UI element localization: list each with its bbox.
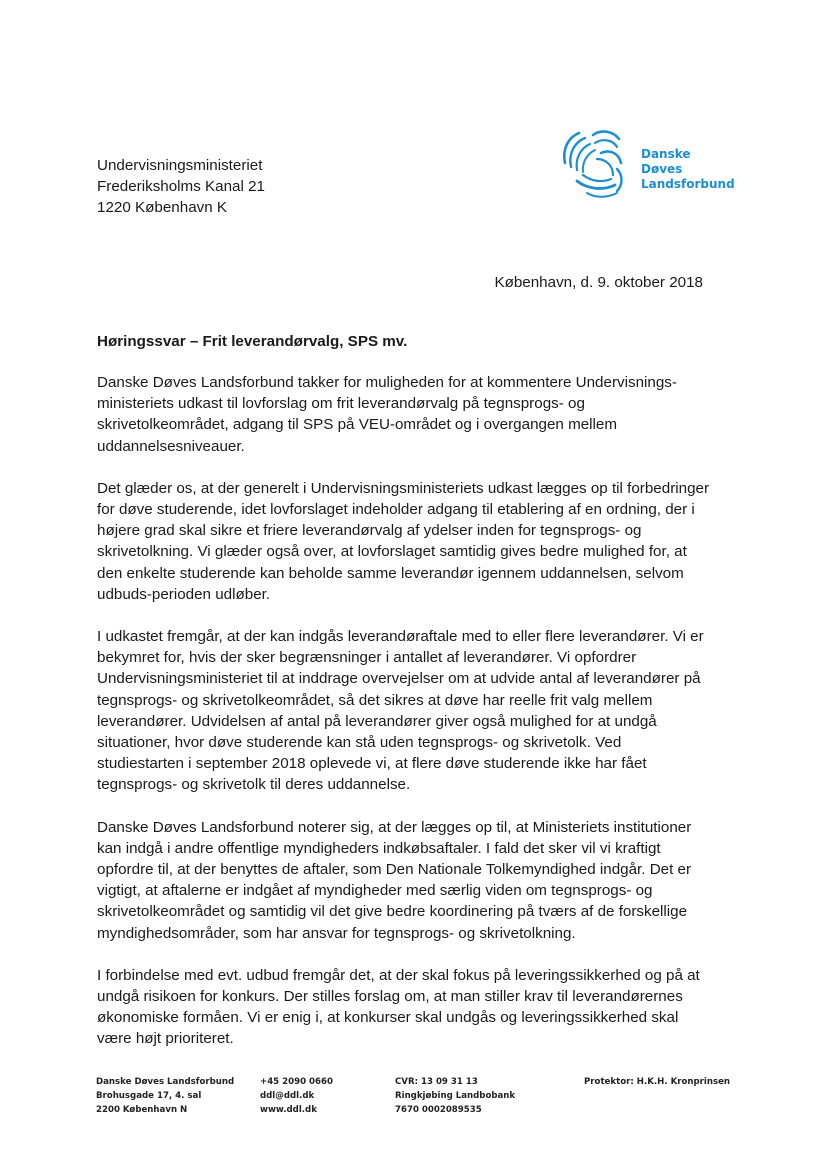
letter-date: København, d. 9. oktober 2018 [494,274,703,291]
footer-line: Protektor: H.K.H. Kronprinsen [584,1077,731,1087]
footer-website: www.ddl.dk [260,1105,317,1115]
body-paragraph: Det glæder os, at der generelt i Undervisningsministeriets udkast lægges op til forbedringer for døve studerende, idet lovforslaget indeholder adgang til etablering af en ordning, der i højere grad skal sikre et friere leverandørvalg af ydelser inden for tegnsprogs- og skrivetolkning. Vi glæder også over, at lovforslaget samtidig gives bedre mulighed for, at den enkelte studerende kan beholde samme leverandør igennem uddannelsen, selvom udbuds-perioden udløber. [97,479,710,603]
footer-email: ddl@ddl.dk [260,1091,315,1101]
footer-line: Brohusgade 17, 4. sal [96,1091,202,1101]
organization-logo [557,123,735,203]
body-paragraph: I forbindelse med evt. udbud fremgår det, at der skal fokus på leveringssikkerhed og på at undgå risikoen for konkurs. Der stilles forslag om, at man stiller krav til leverandørernes økonomiske formåen. Vi er enig i, at konkurser skal undgås og leveringssikkerhed skal være højt prioriteret. [97,966,700,1048]
footer-line: CVR: 13 09 31 13 [395,1077,478,1087]
logo-line: Landsforbund [641,177,735,191]
footer-organization [96,1075,234,1117]
logo-line: Døves [641,162,683,176]
recipient-address [97,155,265,218]
letter-subject: Høringssvar – Frit leverandørvalg, SPS mv. [97,333,408,350]
recipient-line: Undervisningsministeriet [97,157,263,174]
recipient-line: 1220 København K [97,199,228,216]
letter-body [97,372,712,1071]
footer-line: 2200 København N [96,1105,188,1115]
hands-logo-icon [557,123,637,203]
recipient-line: Frederiksholms Kanal 21 [97,178,265,195]
footer-line: 7670 0002089535 [395,1105,482,1115]
logo-wordmark [641,147,735,192]
body-paragraph: Danske Døves Landsforbund takker for muligheden for at kommentere Undervisnings-ministeriets udkast til lovforslag om frit leverandørvalg på tegnsprogs- og skrivetolkeområdet, adgang til SPS på VEU-området og i overgangen mellem uddannelsesniveauer. [97,374,677,455]
footer-contact [260,1075,333,1117]
footer-line: Ringkjøbing Landbobank [395,1091,516,1101]
body-paragraph: Danske Døves Landsforbund noterer sig, at der lægges op til, at Ministeriets institutioner kan indgå i andre offentlige myndigheders indkøbsaftaler. I fald det sker vil vi kraftigt opfordre til, at der benyttes de aftaler, som Den Nationale Tolkemyndighed indgår. Det er vigtigt, at aftalerne er indgået af myndigheder med særlig viden om tegnsprogs- og skrivetolkeområdet og samtidig vil det give bedre koordinering på tværs af de forskellige myndighedsområder, som har ansvar for tegnsprogs- og skrivetolkning. [97,818,692,942]
body-paragraph: I udkastet fremgår, at der kan indgås leverandøraftale med to eller flere leverandører. Vi er bekymret for, hvis der sker begrænsninger i antallet af leverandører. Vi opfordrer Undervisningsministeriet til at inddrage overvejelser om at udvide antal af leverandører på tegnsprogs- og skrivetolkeområdet, så det sikres at døve har reelle frit valg mellem leverandører. Udvidelsen af antal på leverandører giver også mulighed for at undgå situationer, hvor døve studerende kan stå uden tegnsprogs- og skrivetolk. Ved studiestarten i september 2018 oplevede vi, at flere døve studerende ikke har fået tegnsprogs- og skrivetolk til deres uddannelse. [97,628,704,794]
footer-line: Danske Døves Landsforbund [96,1077,235,1087]
footer-phone: +45 2090 0660 [260,1077,333,1087]
logo-line: Danske [641,147,691,161]
footer-patron [584,1075,730,1089]
footer-bank [395,1075,515,1117]
